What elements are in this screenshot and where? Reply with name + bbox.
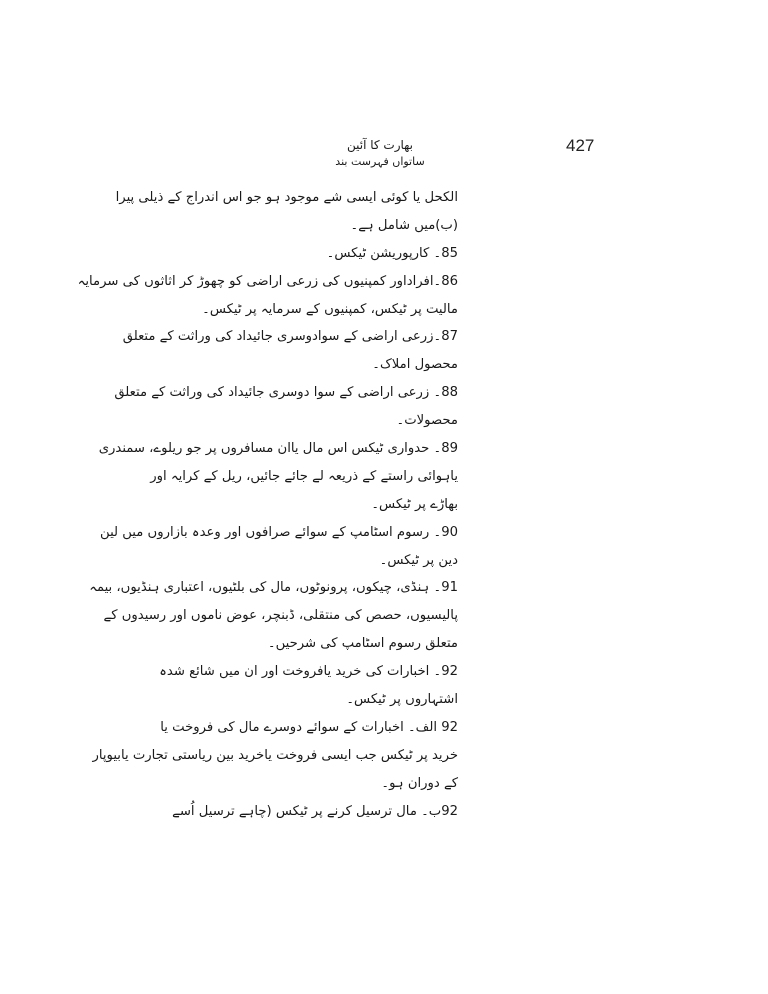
page-header: [300, 136, 460, 170]
text-line: محصول املاک۔: [372, 357, 458, 373]
text-line: محصولات۔: [396, 413, 458, 429]
schedule-entries: [77, 184, 458, 825]
text-line: 92۔ اخبارات کی خرید یافروخت اور ان میں شائع شدہ: [159, 664, 458, 680]
text-line: کے دوران ہو۔: [381, 775, 458, 791]
header-title: بھارت کا آئین: [346, 138, 414, 152]
text-line: 89۔ حدواری ٹیکس اس مال یاان مسافروں پر جو ریلوے، سمندری: [98, 441, 458, 457]
text-line: یاہوائی راستے کے ذریعہ لے جائے جائیں، ریل کے کرایہ اور: [150, 468, 458, 484]
text-line: دین پر ٹیکس۔: [379, 552, 458, 568]
page-number: 427: [566, 136, 595, 155]
text-line: 92ب۔ مال ترسیل کرنے پر ٹیکس (چاہے ترسیل اُسے: [172, 803, 458, 819]
text-line: الکحل یا کوئی ایسی شے موجود ہو جو اس اندراج کے ذیلی پیرا: [115, 190, 458, 205]
text-line: 88۔ زرعی اراضی کے سوا دوسری جائیداد کی وراثت کے متعلق: [114, 385, 458, 401]
text-line: 92 الف۔ اخبارات کے سوائے دوسرے مال کی فروخت یا: [160, 719, 458, 735]
text-line: اشتہاروں پر ٹیکس۔: [346, 692, 458, 708]
text-line: (ب)میں شامل ہے۔: [350, 217, 458, 233]
text-line: 85۔ کارپوریشن ٹیکس۔: [326, 245, 458, 261]
text-line: پالیسیوں، حصص کی منتقلی، ڈبنچر، عوض ناموں اور رسیدوں کے: [103, 608, 458, 624]
text-line: 86۔افراداور کمپنیوں کی زرعی اراضی کو چھوڑ کر اثاثوں کی سرمایہ: [77, 273, 458, 289]
text-line: بھاڑے پر ٹیکس۔: [371, 496, 458, 512]
text-line: 91۔ ہنڈی، چیکوں، پرونوٹوں، مال کی بلٹیوں، اعتباری ہنڈیوں، بیمہ: [89, 580, 458, 596]
header-subtitle: ساتواں فہرست بند: [335, 155, 425, 168]
text-line: 87۔زرعی اراضی کے سوادوسری جائیداد کی وراثت کے متعلق: [122, 329, 458, 345]
text-line: خرید پر ٹیکس جب ایسی فروخت یاخرید بین ریاستی تجارت یابیوپار: [92, 747, 458, 763]
text-line: 90۔ رسوم اسٹامپ کے سوائے صرافوں اور وعدہ بازاروں میں لین: [100, 524, 458, 540]
text-line: مالیت پر ٹیکس، کمپنیوں کے سرمایہ پر ٹیکس۔: [202, 301, 458, 317]
text-line: متعلق رسوم اسٹامپ کی شرحیں۔: [267, 636, 458, 652]
